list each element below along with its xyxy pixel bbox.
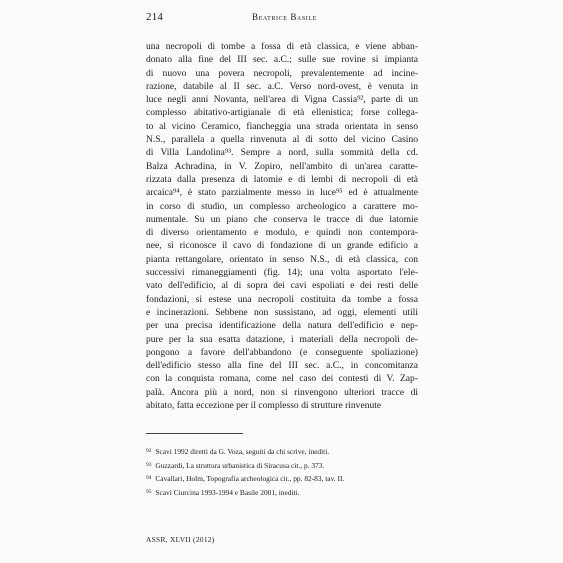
footnotes: [146, 445, 418, 499]
footnote: [146, 486, 418, 500]
footnote-number: 93: [146, 461, 152, 468]
text-line: di Villa Landolina⁹³. Sempre a nord, sulla sommità della cd.: [146, 147, 418, 159]
text-line: Balza Achradina, in V. Zopiro, nell'ambito di un'area caratte-: [146, 160, 418, 172]
text-line: in corso di studio, un complesso archeologico a carattere mo-: [146, 200, 418, 212]
text-line: complesso abitativo-artigianale di età ellenistica; forse collega-: [146, 107, 418, 119]
text-line: numentale. Su un piano che conserva le tracce di due latomie: [146, 213, 418, 225]
text-line: e incinerazioni. Sebbene non sussistano, ad oggi, elementi utili: [146, 306, 418, 318]
text-line: nee, si riconosce il cavo di fondazione di un grande edificio a: [146, 240, 418, 252]
text-line: fondazioni, si estese una necropoli costituita da tombe a fossa: [146, 293, 418, 305]
footnote-divider: [146, 433, 243, 434]
page-number: 214: [146, 11, 164, 23]
journal-citation: ASSR, XLVII (2012): [146, 535, 215, 544]
text-line: pure per la sua esatta datazione, i materiali della necropoli de-: [146, 333, 418, 345]
text-line: abitato, fatta eccezione per il complesso di strutture rinvenute: [146, 400, 382, 412]
text-line: luce negli anni Novanta, nell'area di Vigna Cassia⁹², parte di un: [146, 94, 418, 106]
text-line: una necropoli di tombe a fossa di età classica, e viene abban-: [146, 41, 418, 52]
footnote: [146, 445, 418, 459]
footnote-text: Cavallari, Holm, Topografia archeologica cit., pp. 82-83, tav. II.: [155, 474, 345, 484]
page-header: [146, 11, 418, 27]
footnote-text: Guzzardi, La struttura urbanistica di Siracusa cit., p. 373.: [155, 460, 325, 470]
footnote-number: 94: [146, 475, 152, 482]
text-line: pongono a favore dell'abbandono (e conseguente spoliazione): [146, 346, 418, 358]
text-line: vato dell'edificio, al di sopra dei cavi espoliati e dei resti delle: [146, 280, 418, 292]
text-line: di nuovo una povera necropoli, prevalentemente ad incine-: [146, 67, 418, 79]
text-line: per una precisa identificazione della natura dell'edificio e nep-: [146, 320, 418, 332]
text-line: rizzata dalla presenza di latomie e di lembi di necropoli di età: [146, 173, 418, 185]
text-line: pianta rettangolare, orientato in senso N.S., di età classica, con: [146, 253, 418, 265]
running-head-author: Beatrice Basile: [252, 12, 317, 22]
text-line: N.S., parallela a quella rinvenuta al di sotto del vicino Casino: [146, 134, 418, 146]
text-line: arcaica⁹⁴, è stato parzialmente messo in luce⁹⁵ ed è attualmente: [146, 187, 418, 199]
footnote-text: Scavi 1992 diretti da G. Voza, seguiti da chi scrive, inediti.: [155, 447, 330, 456]
text-line: palà. Ancora più a nord, non si rinvengono ulteriori tracce di: [146, 386, 418, 398]
body-text: [146, 40, 418, 412]
footnote-number: 92: [146, 448, 152, 454]
text-line: di diverso orientamento e modulo, e quindi non contempora-: [146, 227, 418, 239]
text-line: successivi rimaneggiamenti (fig. 14); una volta asportato l'ele-: [146, 267, 418, 279]
footnote-number: 95: [146, 488, 152, 495]
footnote: [146, 459, 418, 473]
text-line: dell'edificio stesso alla fine del III sec. a.C., in concomitanza: [146, 360, 418, 372]
text-line: con la conquista romana, come nel caso dei contesti di V. Zap-: [146, 373, 418, 385]
footnote-text: Scavi Ciurcina 1993-1994 e Basile 2001, inediti.: [155, 487, 300, 497]
text-line: razione, databile al II sec. a.C. Verso nord-ovest, è venuta in: [146, 80, 418, 92]
text-line: donato alla fine del III sec. a.C.; sulle sue rovine si impianta: [146, 54, 418, 66]
text-line: to al vicino Ceramico, fiancheggia una strada orientata in senso: [146, 120, 418, 132]
footnote: [146, 472, 418, 486]
